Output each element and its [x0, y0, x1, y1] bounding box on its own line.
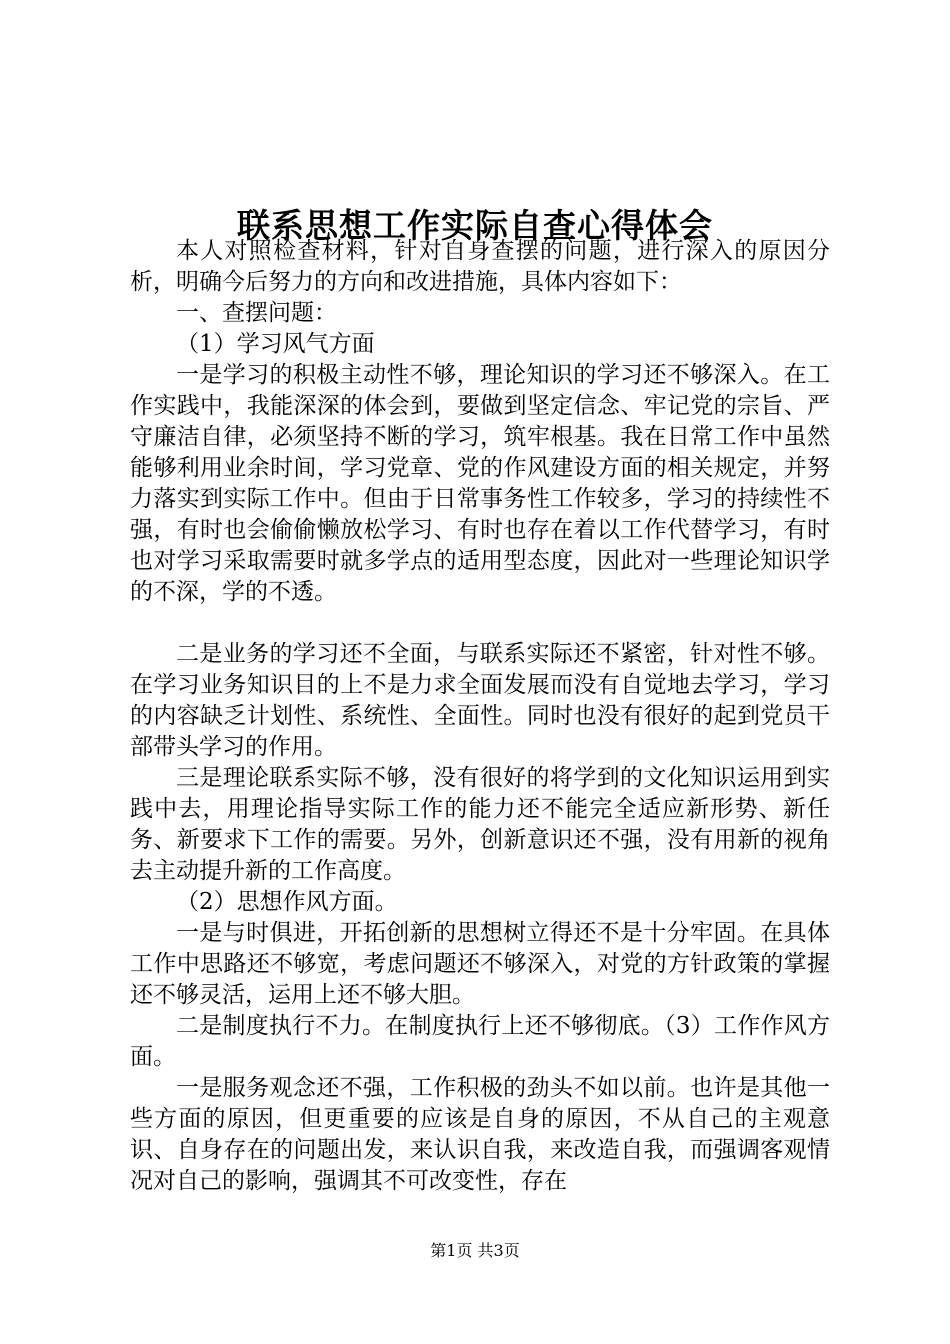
paragraph-thought-2: 二是制度执行不力。在制度执行上还不够彻底。（3）工作作风方面。: [130, 1013, 830, 1070]
section-heading: 一、查摆问题：: [176, 300, 337, 326]
subsection-heading-thought: （2）思想作风方面。: [176, 889, 398, 915]
document-body: [130, 236, 830, 1197]
page-footer: 第1页 共3页: [430, 1241, 520, 1260]
paragraph-work-1: 一是服务观念还不强，工作积极的劲头不如以前。也许是其他一些方面的原因，但更重要的应该是自身的原因，不从自己的主观意识、自身存在的问题出发，来认识自我，来改造自我，而强调客观情况对自己的影响，强调其不可改变性，存在: [130, 1075, 830, 1194]
subsection-heading-study: （1）学习风气方面: [176, 331, 375, 357]
paragraph-thought-1: 一是与时俱进，开拓创新的思想树立得还不是十分牢固。在具体工作中思路还不够宽，考虑问题还不够深入，对党的方针政策的掌握还不够灵活，运用上还不够大胆。: [130, 920, 830, 1008]
paragraph-study-2: 二是业务的学习还不全面，与联系实际还不紧密，针对性不够。在学习业务知识目的上不是力求全面发展而没有自觉地去学习，学习的内容缺乏计划性、系统性、全面性。同时也没有很好的起到党员干部带头学习的作用。: [130, 641, 830, 760]
paragraph-study-3: 三是理论联系实际不够，没有很好的将学到的文化知识运用到实践中去，用理论指导实际工作的能力还不能完全适应新形势、新任务、新要求下工作的需要。另外，创新意识还不强，没有用新的视角去主动提升新的工作高度。: [130, 765, 830, 884]
paragraph-study-1: 一是学习的积极主动性不够，理论知识的学习还不够深入。在工作实践中，我能深深的体会到，要做到坚定信念、牢记党的宗旨、严守廉洁自律，必须坚持不断的学习，筑牢根基。我在日常工作中虽然能够利用业余时间，学习党章、党的作风建设方面的相关规定，并努力落实到实际工作中。但由于日常事务性工作较多，学习的持续性不强，有时也会偷偷懒放松学习、有时也存在着以工作代替学习，有时也对学习采取需要时就多学点的适用型态度，因此对一些理论知识学的不深，学的不透。: [130, 362, 830, 605]
intro-paragraph: 本人对照检查材料，针对自身查摆的问题，进行深入的原因分析，明确今后努力的方向和改进措施，具体内容如下：: [130, 238, 830, 295]
document-title: 联系思想工作实际自查心得体会: [237, 206, 713, 246]
